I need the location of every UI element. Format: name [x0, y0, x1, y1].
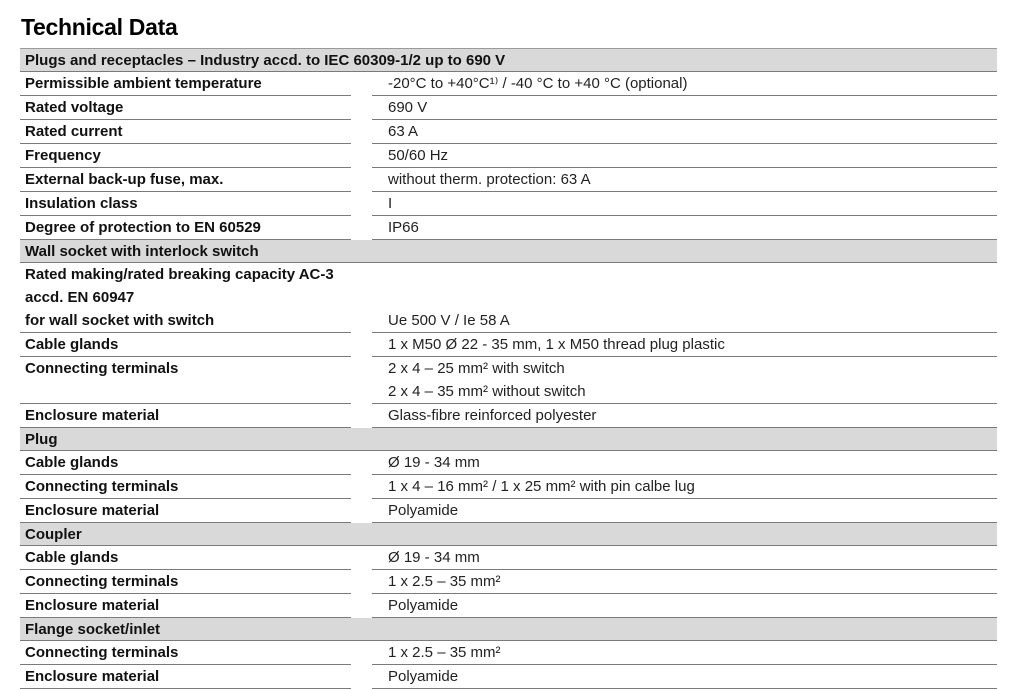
- column-gap: [351, 641, 383, 664]
- spec-value-line: 1 x 4 – 16 mm² / 1 x 25 mm² with pin calbe lug: [388, 478, 695, 495]
- spec-label-line: accd. EN 60947: [25, 289, 135, 306]
- spec-label-line: Cable glands: [25, 549, 119, 566]
- spec-row: [20, 499, 997, 523]
- column-gap: [351, 404, 383, 427]
- column-gap: [351, 72, 383, 95]
- spec-label: [20, 594, 351, 617]
- spec-value-line: Polyamide: [388, 502, 459, 519]
- spec-value: [383, 665, 997, 688]
- spec-label: [20, 357, 351, 403]
- spec-label-line: Rated current: [25, 123, 123, 140]
- spec-value: [383, 499, 997, 522]
- spec-label: [20, 192, 351, 215]
- column-gap: [351, 665, 383, 688]
- spec-value: [383, 96, 997, 119]
- spec-label-line: Enclosure material: [25, 407, 160, 424]
- spec-row: [20, 357, 997, 404]
- spec-label: [20, 475, 351, 498]
- spec-label-line: Cable glands: [25, 454, 119, 471]
- spec-label: [20, 451, 351, 474]
- spec-value-line: IP66: [388, 219, 419, 236]
- column-gap: [351, 192, 383, 215]
- spec-value: [383, 594, 997, 617]
- spec-label-line: Connecting terminals: [25, 478, 179, 495]
- spec-label-line: Cable glands: [25, 336, 119, 353]
- spec-row: [20, 404, 997, 428]
- spec-label-line: for wall socket with switch: [25, 312, 215, 329]
- spec-value-line: 1 x 2.5 – 35 mm²: [388, 573, 501, 590]
- spec-value: [383, 451, 997, 474]
- spec-label: [20, 404, 351, 427]
- spec-value: [383, 475, 997, 498]
- spec-row: [20, 120, 997, 144]
- spec-label-line: Connecting terminals: [25, 644, 179, 661]
- spec-label: [20, 333, 351, 356]
- spec-value: [383, 333, 997, 356]
- spec-value-line: Polyamide: [388, 668, 459, 685]
- spec-label-line: Frequency: [25, 147, 101, 164]
- spec-value: [383, 144, 997, 167]
- spec-value: [383, 641, 997, 664]
- column-gap: [351, 357, 383, 403]
- spec-value: [383, 357, 997, 403]
- spec-value-line: Ø 19 - 34 mm: [388, 454, 480, 471]
- spec-value: [383, 120, 997, 143]
- column-gap: [351, 499, 383, 522]
- section-heading: Wall socket with interlock switch: [20, 240, 997, 263]
- column-gap: [351, 263, 383, 332]
- spec-label: [20, 216, 351, 239]
- spec-label-line: Permissible ambient temperature: [25, 75, 262, 92]
- column-gap: [351, 570, 383, 593]
- spec-row: [20, 168, 997, 192]
- spec-row: [20, 333, 997, 357]
- spec-row: [20, 570, 997, 594]
- spec-label-line: External back-up fuse, max.: [25, 171, 224, 188]
- spec-label: [20, 546, 351, 569]
- spec-label: [20, 144, 351, 167]
- spec-label-line: Insulation class: [25, 195, 138, 212]
- spec-label-line: Rated making/rated breaking capacity AC-3: [25, 266, 334, 283]
- spec-value: [383, 546, 997, 569]
- section-heading: Coupler: [20, 523, 997, 546]
- spec-table: [20, 49, 997, 689]
- column-gap: [351, 594, 383, 617]
- spec-value-line: -20°C to +40°C¹⁾ / -40 °C to +40 °C (optional): [388, 75, 688, 92]
- spec-value-line: [388, 263, 997, 286]
- spec-row: [20, 96, 997, 120]
- spec-row: [20, 144, 997, 168]
- spec-value: [383, 192, 997, 215]
- spec-label-line: Rated voltage: [25, 99, 124, 116]
- spec-value-line: I: [388, 195, 393, 212]
- spec-value-line: Ø 19 - 34 mm: [388, 549, 480, 566]
- spec-value-line: [388, 286, 997, 309]
- section-heading: Plug: [20, 428, 997, 451]
- spec-row: [20, 546, 997, 570]
- spec-value: [383, 216, 997, 239]
- spec-row: [20, 72, 997, 96]
- spec-row: [20, 451, 997, 475]
- column-gap: [351, 475, 383, 498]
- spec-value-line: 2 x 4 – 25 mm² with switch: [388, 360, 565, 377]
- spec-value: [383, 570, 997, 593]
- spec-value: [383, 72, 997, 95]
- column-gap: [351, 96, 383, 119]
- spec-row: [20, 665, 997, 689]
- column-gap: [351, 144, 383, 167]
- spec-value-line: 63 A: [388, 123, 419, 140]
- spec-row: [20, 641, 997, 665]
- spec-value-line: 1 x 2.5 – 35 mm²: [388, 644, 501, 661]
- column-gap: [351, 168, 383, 191]
- column-gap: [351, 120, 383, 143]
- column-gap: [351, 216, 383, 239]
- column-gap: [351, 451, 383, 474]
- page-title: Technical Data: [21, 14, 178, 40]
- spec-value-line: 1 x M50 Ø 22 - 35 mm, 1 x M50 thread plug plastic: [388, 336, 725, 353]
- spec-value-line: 50/60 Hz: [388, 147, 449, 164]
- spec-value-line: Glass-fibre reinforced polyester: [388, 407, 597, 424]
- spec-label: [20, 570, 351, 593]
- spec-label: [20, 120, 351, 143]
- spec-row: [20, 475, 997, 499]
- spec-label-line: Enclosure material: [25, 597, 160, 614]
- spec-value: [383, 168, 997, 191]
- spec-label: [20, 96, 351, 119]
- spec-label: [20, 665, 351, 688]
- spec-value: [383, 404, 997, 427]
- spec-value-line: 2 x 4 – 35 mm² without switch: [388, 383, 586, 400]
- spec-label: [20, 499, 351, 522]
- spec-label-line: Enclosure material: [25, 668, 160, 685]
- spec-row: [20, 192, 997, 216]
- spec-label: [20, 641, 351, 664]
- section-heading: Flange socket/inlet: [20, 618, 997, 641]
- section-heading: Plugs and receptacles – Industry accd. to IEC 60309-1/2 up to 690 V: [20, 49, 997, 72]
- spec-value: [383, 263, 997, 332]
- column-gap: [351, 546, 383, 569]
- spec-value-line: Polyamide: [388, 597, 459, 614]
- spec-value-line: 690 V: [388, 99, 428, 116]
- spec-label-line: Connecting terminals: [25, 573, 179, 590]
- spec-label-line: Connecting terminals: [25, 360, 179, 377]
- spec-label-line: Degree of protection to EN 60529: [25, 219, 261, 236]
- spec-label: [20, 72, 351, 95]
- spec-label-line: Enclosure material: [25, 502, 160, 519]
- spec-row: [20, 216, 997, 240]
- spec-value-line: Ue 500 V / Ie 58 A: [388, 312, 510, 329]
- column-gap: [351, 333, 383, 356]
- spec-label: [20, 168, 351, 191]
- spec-row: [20, 263, 997, 333]
- spec-value-line: without therm. protection: 63 A: [388, 171, 591, 188]
- spec-row: [20, 594, 997, 618]
- spec-label: [20, 263, 351, 332]
